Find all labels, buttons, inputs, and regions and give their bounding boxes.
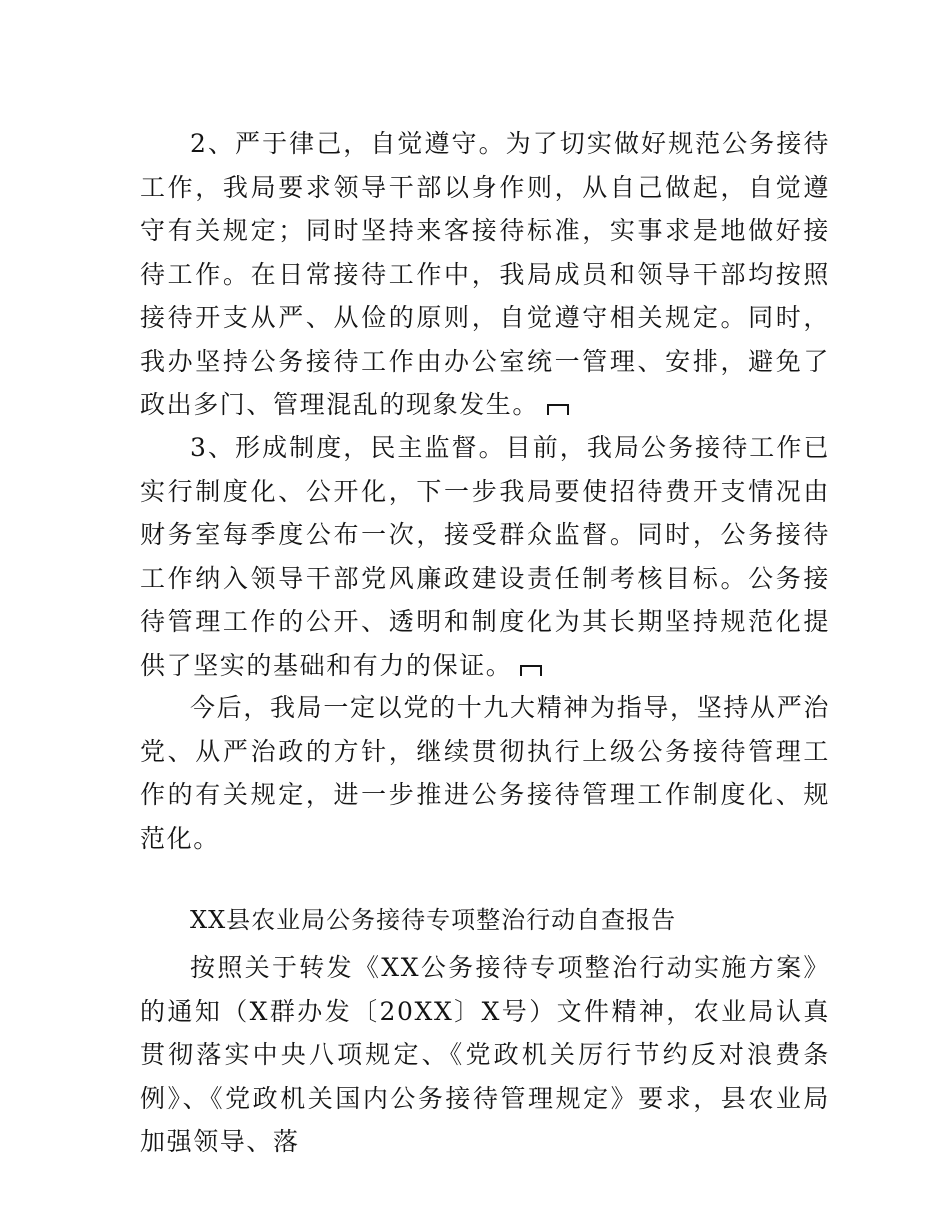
paragraph-end-mark xyxy=(520,665,542,676)
paragraph-text: 按照关于转发《XX公务接待专项整治行动实施方案》的通知（X群办发〔20XX〕X号）文件精神，农业局认真贯彻落实中央八项规定、《党政机关厉行节约反对浪费条例》、《党政机关国内公务接待管理规定》要求，县农业局加强领导、落 xyxy=(140,953,830,1156)
paragraph-report-intro xyxy=(140,946,830,1164)
paragraph-end-mark xyxy=(547,404,569,415)
paragraph-text: 3、形成制度，民主监督。目前，我局公务接待工作已实行制度化、公开化，下一步我局要使招待费开支情况由财务室每季度公布一次，接受群众监督。同时，公务接待工作纳入领导干部党风廉政建设责任制考核目标。公务接待管理工作的公开、透明和制度化为其长期坚持规范化提供了坚实的基础和有力的保证。 xyxy=(140,433,830,680)
paragraph-institutionalization xyxy=(140,426,830,687)
report-title: XX县农业局公务接待专项整治行动自查报告 xyxy=(190,906,677,934)
paragraph-text: 今后，我局一定以党的十九大精神为指导，坚持从严治党、从严治政的方针，继续贯彻执行上级公务接待管理工作的有关规定，进一步推进公务接待管理工作制度化、规范化。 xyxy=(140,693,830,853)
paragraph-text: 2、严于律己，自觉遵守。为了切实做好规范公务接待工作，我局要求领导干部以身作则，从自己做起，自觉遵守有关规定；同时坚持来客接待标准，实事求是地做好接待工作。在日常接待工作中，我局成员和领导干部均按照接待开支从严、从俭的原则，自觉遵守相关规定。同时，我办坚持公务接待工作由办公室统一管理、安排，避免了政出多门、管理混乱的现象发生。 xyxy=(140,129,830,419)
paragraph-strict-self-discipline xyxy=(140,122,830,427)
paragraph-future-plan xyxy=(140,686,830,860)
